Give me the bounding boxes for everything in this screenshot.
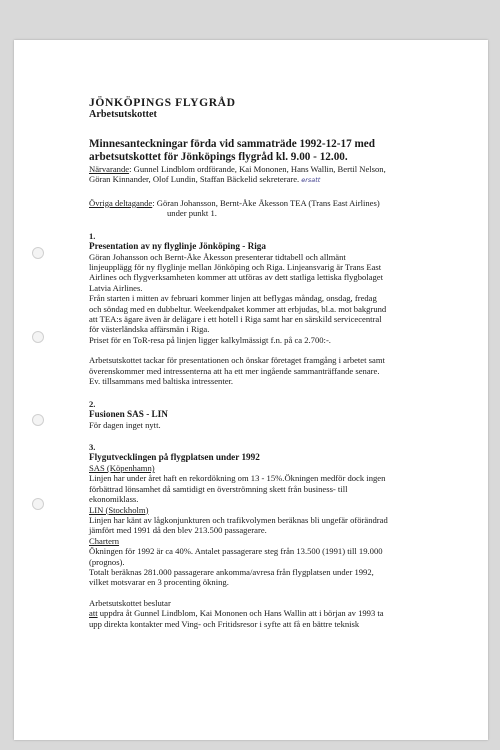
- attendees: Närvarande: Gunnel Lindblom ordförande, Kai Mononen, Hans Wallin, Bertil Nelson, Göran Kinnander, Olof Lundin, Staffan Bäckelid sekreterare. ersatt: [89, 164, 386, 185]
- organization-title: JÖNKÖPINGS FLYGRÅD: [89, 96, 236, 109]
- punch-hole: [32, 247, 44, 259]
- section-3: 3. Flygutvecklingen på flygplatsen under 1992 SAS (Köpenhamn) Linjen har under året haft en rekordökning om 13 - 15%.Ökningen medför dock ingen förbättrad lönsamhet då samtidigt en överströmning skett från business- till ekonomiklass. LIN (Stockholm) Linjen har känt av lågkonjunkturen och trafikvolymen beräknas bli ungefär oförändrad jämfört med 1991 då den blev 213.500 passagerare. Chartern Ökningen för 1992 är ca 40%. Antalet passagerare steg från 13.500 (1991) till 19.000 (prognos). Totalt beräknas 281.000 passagerare ankomma/avresa från flygplatsen under 1992, vilket motsvarar en 3 procenting ökning. Arbetsutskottet beslutar att uppdra åt Gunnel Lindblom, Kai Mononen och Hans Wallin att i början av 1993 ta upp direkta kontakter med Ving- och Fritidsresor i syfte att få en bättre teknisk: [89, 442, 444, 629]
- other-participants: Övriga deltagande: Göran Johansson, Bernt-Åke Åkesson TEA (Trans East Airlines) under punkt 1.: [89, 197, 380, 219]
- subsection-label: LIN (Stockholm): [89, 504, 149, 515]
- document-page: [14, 40, 488, 740]
- section-title: Presentation av ny flyglinje Jönköping - Riga: [89, 241, 266, 252]
- section-2: 2. Fusionen SAS - LIN För dagen inget nytt.: [89, 399, 444, 430]
- handwritten-note: ersatt: [301, 176, 321, 185]
- subsection-label: Chartern: [89, 535, 120, 546]
- section-1: 1. Presentation av ny flyglinje Jönköping - Riga Göran Johansson och Bernt-Åke Åkesson presenterar tidtabell och allmänt linjeupplägg för ny flyglinje mellan Jönköping och Riga. Linjeansvarig är Trans East Airlines och flygverksamheten kommer att utföras av dett statliga lettiska flygbolaget Latvia Airlines. Från starten i mitten av februari kommer linjen att beflygas måndag, onsdag, fredag och söndag med en dubbeltur. Weekendpaket kommer att erbjudas, bl.a. mot bakgrund att TEA:s ägare även är delägare i ett hotell i Riga samt har en särskild servicecentral för västerländska affärsmän i Riga. Priset för en ToR-resa på linjen ligger kalkylmässigt f.n. på ca 2.700:-. Arbetsutskottet tackar för presentationen och önskar företaget framgång i arbetet samt överenskommer med intressenterna att ha ett mer ingående sammanträffande senare. Ev. tillsammans med baltiska intressenter.: [89, 231, 444, 387]
- subsection-label: SAS (Köpenhamn): [89, 462, 155, 473]
- punch-hole: [32, 498, 44, 510]
- punch-hole: [32, 414, 44, 426]
- section-title: Fusionen SAS - LIN: [89, 408, 168, 419]
- committee-title: Arbetsutskottet: [89, 109, 157, 120]
- minutes-title: Minnesanteckningar förda vid sammaträde 1992-12-17 med arbetsutskottet för Jönköpings flygråd kl. 9.00 - 12.00.: [89, 138, 375, 163]
- section-title: Flygutvecklingen på flygplatsen under 1992: [89, 452, 260, 463]
- document-body: [89, 96, 444, 629]
- punch-hole: [32, 331, 44, 343]
